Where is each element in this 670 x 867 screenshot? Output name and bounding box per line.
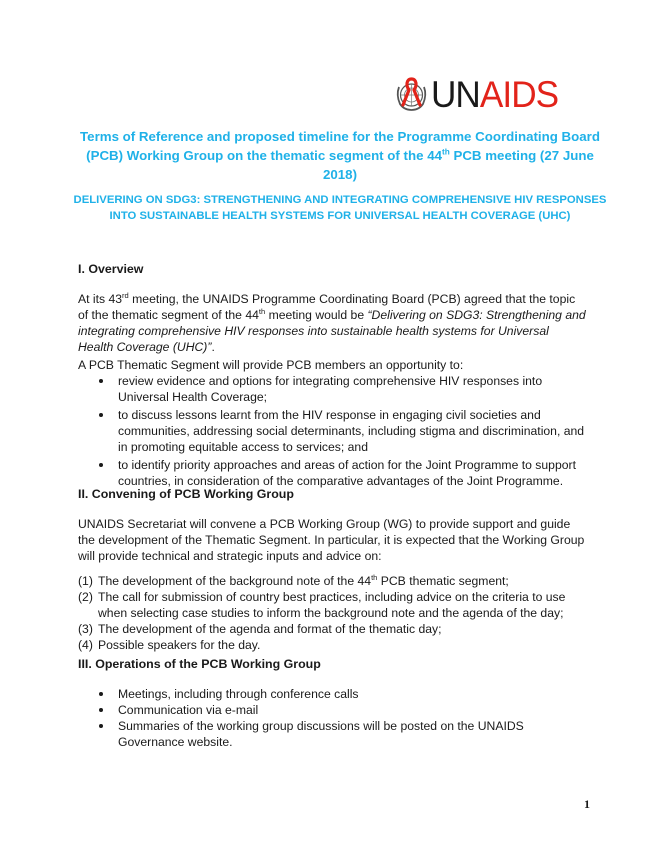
list-item (78, 637, 586, 653)
operations-block (78, 686, 586, 750)
bullet-icon (99, 692, 103, 696)
title-sup: th (441, 147, 450, 157)
convening-paragraph: UNAIDS Secretariat will convene a PCB Working Group (WG) to provide support and guide the development of the Thematic Segment. In particular, it is expected that the Working Group will provide technical and strategic inputs and advice on: (78, 517, 585, 563)
logo-wordmark (431, 76, 558, 114)
sup: th (258, 306, 266, 316)
list-item (78, 457, 586, 489)
logo-text-un: UN (431, 74, 480, 115)
list-item-text: to identify priority approaches and areas of action for the Joint Programme to support countries, in consideration of the comparative advantages of the Joint Programme. (118, 458, 576, 488)
list-item (78, 621, 586, 637)
bullet-icon (99, 708, 103, 712)
document-subtitle: DELIVERING ON SDG3: STRENGTHENING AND INTEGRATING COMPREHENSIVE HIV RESPONSES INTO SUSTAINABLE HEALTH SYSTEMS FOR UNIVERSAL HEALTH COVERAGE (UHC) (73, 194, 607, 222)
bullet-icon (99, 413, 103, 417)
section-heading-convening: II. Convening of PCB Working Group (78, 487, 294, 501)
unaids-logo (395, 76, 565, 114)
list-item (78, 589, 586, 621)
list-item-text: PCB thematic segment; (377, 574, 509, 588)
section-heading-operations: III. Operations of the PCB Working Group (78, 657, 321, 671)
title-text-end: PCB meeting (27 June 2018) (322, 148, 594, 182)
bullet-icon (99, 463, 103, 467)
list-number: (3) (78, 622, 93, 636)
opportunity-block (78, 357, 586, 491)
opportunity-intro: A PCB Thematic Segment will provide PCB members an opportunity to: (78, 358, 464, 372)
operations-list (78, 686, 586, 750)
text: meeting would be (265, 308, 368, 322)
list-item-text: The development of the background note of the 44 (98, 574, 372, 588)
document-title (70, 127, 610, 184)
list-item-text: Meetings, including through conference calls (118, 687, 359, 701)
list-number: (2) (78, 590, 93, 604)
bullet-icon (99, 379, 103, 383)
list-item (78, 573, 586, 589)
text: At its 43 (78, 292, 123, 306)
list-item (78, 373, 586, 405)
bullet-icon (99, 724, 103, 728)
advice-list-block (78, 573, 586, 653)
list-item-text: Summaries of the working group discussions will be posted on the UNAIDS Governance website. (118, 719, 524, 749)
list-item-text: review evidence and options for integrating comprehensive HIV responses into Universal Health Coverage; (118, 374, 543, 404)
list-item-text: The development of the agenda and format of the thematic day; (98, 622, 442, 636)
text: meeting, the UNAIDS Programme Coordinating Board (PCB) agreed that the topic of the thematic segment of the 44 (78, 292, 576, 322)
text: . (211, 340, 215, 354)
sup: th (371, 572, 378, 582)
section-heading-overview: I. Overview (78, 262, 144, 276)
list-number: (1) (78, 574, 93, 588)
page-number: 1 (584, 797, 590, 811)
list-item-text: Communication via e-mail (118, 703, 259, 717)
title-text: Terms of Reference and proposed timeline for the Programme Coordinating Board (PCB) Working Group on the thematic segment of the 44 (80, 129, 600, 163)
opportunity-list (78, 373, 586, 489)
list-item (78, 718, 586, 750)
sup: rd (122, 290, 129, 300)
list-item (78, 702, 586, 718)
list-item-text: The call for submission of country best practices, including advice on the criteria to use when selecting case studies to inform the background note and the agenda of the day; (98, 590, 566, 620)
list-item (78, 686, 586, 702)
list-item (78, 407, 586, 455)
italic-topic: “Delivering on SDG3: Strengthening and integrating comprehensive HIV responses into sustainable health systems for Universal Health Coverage (UHC)” (78, 308, 586, 354)
list-number: (4) (78, 638, 93, 652)
list-item-text: to discuss lessons learnt from the HIV response in engaging civil societies and communities, addressing social determinants, including stigma and discrimination, and in promoting equitable access to services; and (118, 408, 585, 454)
logo-text-aids: AIDS (479, 74, 559, 115)
un-emblem-icon (395, 77, 428, 113)
advice-list (78, 573, 586, 653)
overview-paragraph (78, 291, 586, 355)
list-item-text: Possible speakers for the day. (98, 638, 261, 652)
